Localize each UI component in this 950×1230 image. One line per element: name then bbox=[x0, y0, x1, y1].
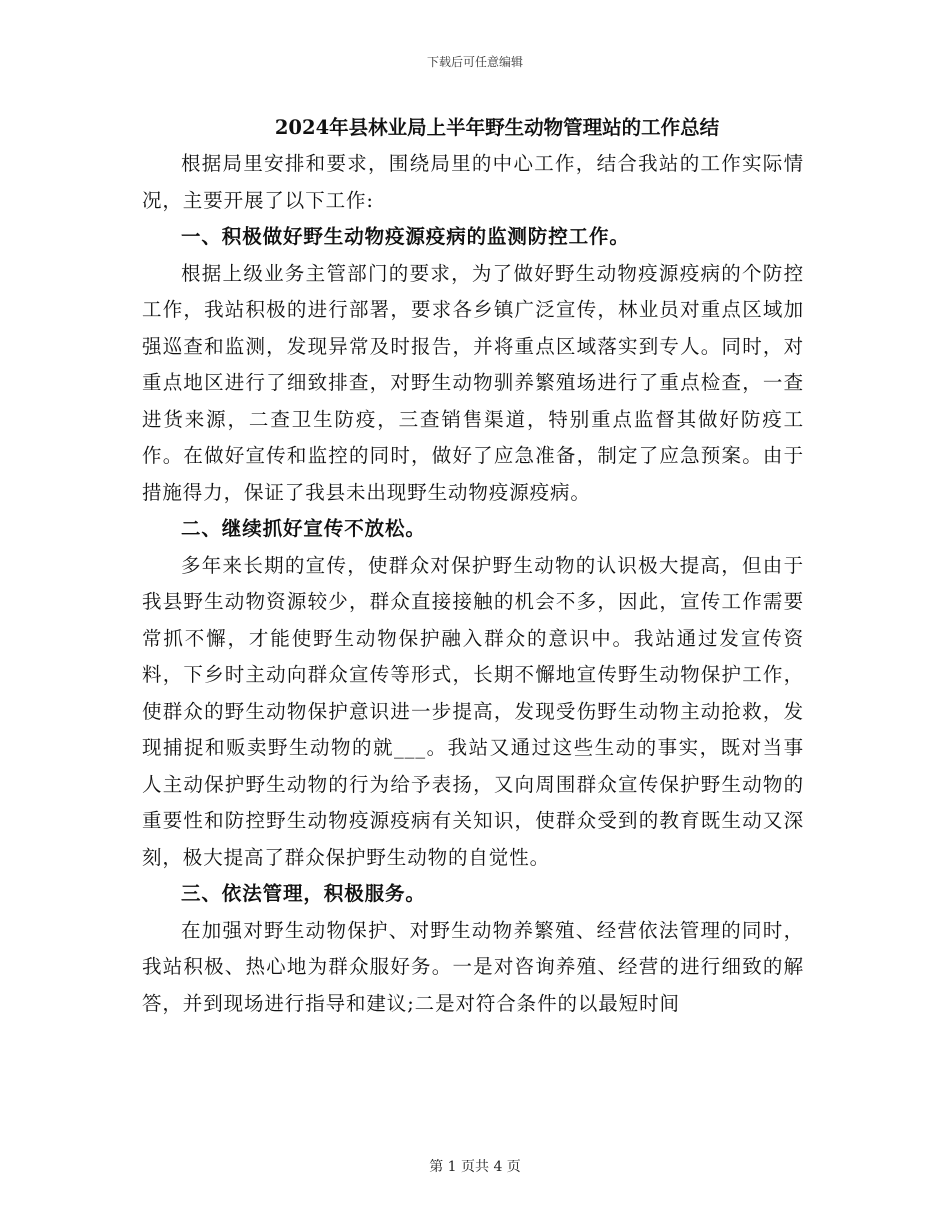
section-2-heading: 二、继续抓好宣传不放松。 bbox=[181, 517, 426, 540]
section-3-body: 在加强对野生动物保护、对野生动物养繁殖、经营依法管理的同时，我站积极、热心地为群众服好务。一是对咨询养殖、经营的进行细致的解答，并到现场进行指导和建议;二是对符合条件的以最短时间 bbox=[142, 918, 804, 1015]
header-note: 下载后可任意编辑 bbox=[426, 55, 523, 69]
section-1-heading: 一、积极做好野生动物疫源疫病的监测防控工作。 bbox=[181, 225, 630, 248]
document-title: 2024年县林业局上半年野生动物管理站的工作总结 bbox=[274, 116, 720, 139]
intro-paragraph: 根据局里安排和要求，围绕局里的中心工作，结合我站的工作实际情况，主要开展了以下工作: bbox=[142, 152, 804, 212]
section-3-heading: 三、依法管理，积极服务。 bbox=[181, 882, 426, 905]
document-body bbox=[142, 110, 804, 1022]
section-2-body: 多年来长期的宣传，使群众对保护野生动物的认识极大提高，但由于我县野生动物资源较少，群众直接接触的机会不多，因此，宣传工作需要常抓不懈，才能使野生动物保护融入群众的意识中。我站通过发宣传资料，下乡时主动向群众宣传等形式，长期不懈地宣传野生动物保护工作，使群众的野生动物保护意识进一步提高，发现受伤野生动物主动抢救，发现捕捉和贩卖野生动物的就___。我站又通过这些生动的事实，既对当事人主动保护野生动物的行为给予表扬，又向周围群众宣传保护野生动物的重要性和防控野生动物疫源疫病有关知识，使群众受到的教育既生动又深刻，极大提高了群众保护野生动物的自觉性。 bbox=[142, 553, 804, 869]
section-1-body: 根据上级业务主管部门的要求，为了做好野生动物疫源疫病的个防控工作，我站积极的进行部署，要求各乡镇广泛宣传，林业员对重点区域加强巡查和监测，发现异常及时报告，并将重点区域落实到专人。同时，对重点地区进行了细致排查，对野生动物驯养繁殖场进行了重点检查，一查进货来源，二查卫生防疫，三查销售渠道，特别重点监督其做好防疫工作。在做好宣传和监控的同时，做好了应急准备，制定了应急预案。由于措施得力，保证了我县未出现野生动物疫源疫病。 bbox=[142, 261, 804, 504]
page-indicator: 第 1 页共 4 页 bbox=[429, 1159, 521, 1175]
